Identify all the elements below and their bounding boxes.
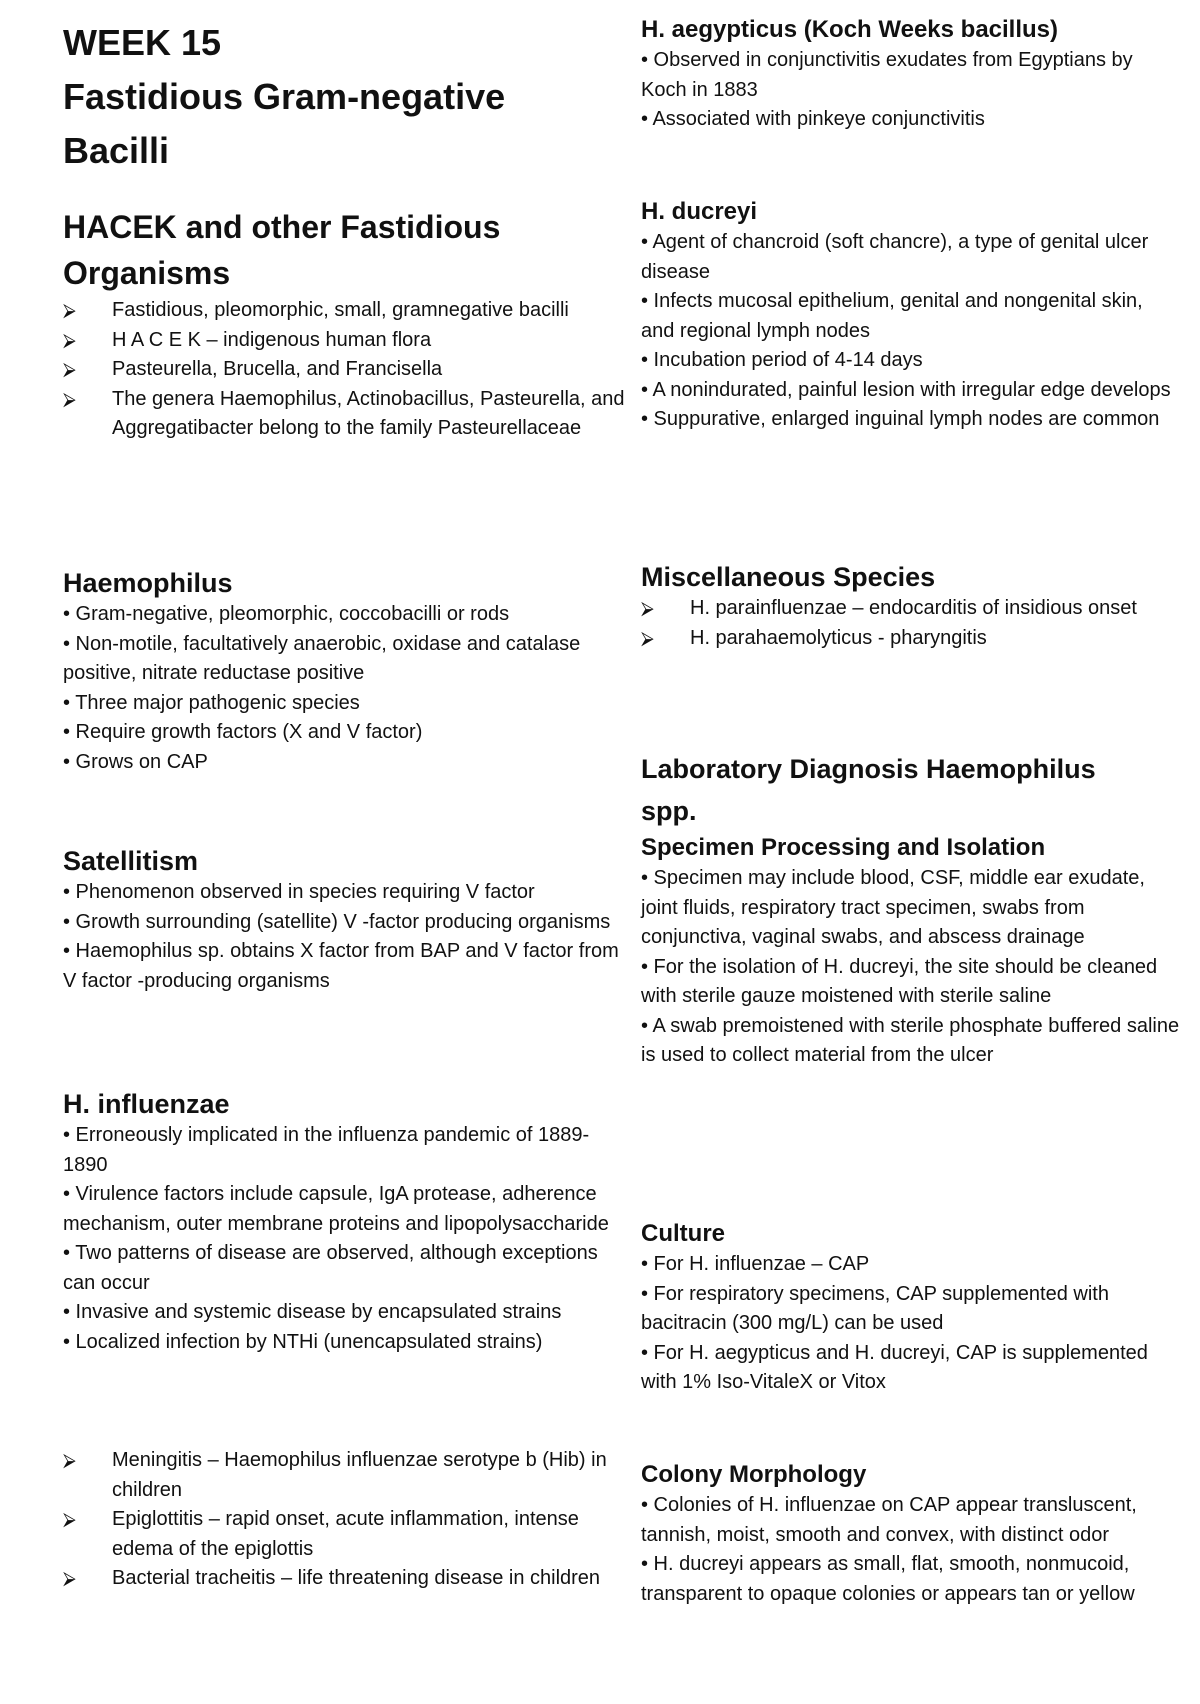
arrow-bullet-icon: ⮚ (63, 1509, 76, 1529)
arrow-bullet-icon: ⮚ (63, 300, 76, 320)
bullet-text: • Two patterns of disease are observed, although exceptions can occur (63, 1242, 598, 1294)
aegypticus-heading: H. aegypticus (Koch Weeks bacillus) (641, 16, 1059, 43)
list-item: ⮚ The genera Haemophilus, Actinobacillus, Pasteurella, and Aggregatibacter belong to the family Pasteurellaceae (63, 385, 628, 444)
section-colony-morphology (641, 1459, 1181, 1609)
bullet-text: • Colonies of H. influenzae on CAP appear transluscent, tannish, moist, smooth and convex, with distinct odor (641, 1494, 1137, 1546)
misc-list (641, 594, 1181, 653)
bullet-text: • Growth surrounding (satellite) V -factor producing organisms (63, 910, 611, 933)
bullet-text: • For H. aegypticus and H. ducreyi, CAP is supplemented with 1% Iso-VitaleX or Vitox (641, 1341, 1148, 1393)
bullet-text: • Agent of chancroid (soft chancre), a type of genital ulcer disease (641, 231, 1149, 283)
bullet-text: • For H. influenzae – CAP (641, 1253, 870, 1275)
hacek-heading-2: Organisms (63, 255, 231, 291)
aegypticus-bullets (641, 46, 1181, 135)
satellitism-heading: Satellitism (63, 846, 199, 876)
section-diseases (63, 1446, 628, 1594)
list-item: ⮚ H. parahaemolyticus - pharyngitis (641, 624, 1181, 654)
document-title (63, 16, 628, 178)
bullet-text: • Gram-negative, pleomorphic, coccobacilli or rods (63, 603, 510, 625)
bullet-text: • Require growth factors (X and V factor) (63, 721, 423, 743)
bullet-text: • For the isolation of H. ducreyi, the site should be cleaned with sterile gauze moistened with sterile saline (641, 955, 1158, 1007)
bullet-text: • Invasive and systemic disease by encapsulated strains (63, 1301, 562, 1323)
bullet-text: • Suppurative, enlarged inguinal lymph nodes are common (641, 408, 1160, 430)
arrow-bullet-icon: ⮚ (63, 359, 76, 379)
section-culture (641, 1218, 1181, 1398)
section-haemophilus (63, 566, 628, 777)
bullet-text: • Phenomenon observed in species requiring V factor (63, 881, 535, 903)
list-item: ⮚ Bacterial tracheitis – life threatening disease in children (63, 1564, 628, 1594)
diseases-list (63, 1446, 628, 1594)
culture-heading: Culture (641, 1220, 725, 1247)
bullet-text: • Observed in conjunctivitis exudates from Egyptians by Koch in 1883 (641, 49, 1133, 101)
haemophilus-heading: Haemophilus (63, 568, 233, 598)
bullet-text: • Localized infection by NTHi (unencapsulated strains) (63, 1330, 543, 1353)
section-satellitism (63, 844, 628, 996)
bullet-text: • Erroneously implicated in the influenza pandemic of 1889-1890 (63, 1124, 590, 1176)
section-influenzae (63, 1087, 628, 1357)
bullet-text: • Associated with pinkeye conjunctivitis (641, 108, 985, 130)
lab-subheading: Specimen Processing and Isolation (641, 834, 1046, 861)
section-misc (641, 560, 1181, 653)
section-lab-diagnosis (641, 748, 1181, 1071)
section-hacek (63, 204, 628, 444)
list-item: ⮚ Fastidious, pleomorphic, small, gramnegative bacilli (63, 296, 628, 326)
section-ducreyi (641, 196, 1181, 435)
list-item: ⮚ Meningitis – Haemophilus influenzae serotype b (Hib) in children (63, 1446, 628, 1505)
satellitism-bullets (63, 878, 628, 996)
misc-heading: Miscellaneous Species (641, 562, 936, 592)
title-line-2: Bacilli (63, 130, 170, 171)
week-label: WEEK 15 (63, 22, 222, 63)
list-item: ⮚ H. parainfluenzae – endocarditis of insidious onset (641, 594, 1181, 624)
ducreyi-bullets (641, 228, 1181, 435)
lab-heading-2: spp. (641, 796, 697, 826)
hacek-list (63, 296, 628, 444)
arrow-bullet-icon: ⮚ (63, 1568, 76, 1588)
haemophilus-bullets (63, 600, 628, 777)
bullet-text: • For respiratory specimens, CAP supplemented with bacitracin (300 mg/L) can be used (641, 1282, 1109, 1334)
arrow-bullet-icon: ⮚ (63, 1450, 76, 1470)
colony-bullets (641, 1491, 1181, 1609)
bullet-text: • Haemophilus sp. obtains X factor from BAP and V factor from V factor -producing organisms (63, 940, 619, 992)
influenzae-heading: H. influenzae (63, 1089, 230, 1119)
bullet-text: • Virulence factors include capsule, IgA protease, adherence mechanism, outer membrane proteins and lipopolysaccharide (63, 1183, 609, 1235)
bullet-text: • Grows on CAP (63, 750, 208, 773)
hacek-heading-1: HACEK and other Fastidious (63, 209, 501, 245)
bullet-text: • Three major pathogenic species (63, 691, 360, 714)
bullet-text: • Non-motile, facultatively anaerobic, oxidase and catalase positive, nitrate reductase positive (63, 632, 581, 684)
arrow-bullet-icon: ⮚ (641, 598, 654, 618)
section-aegypticus (641, 14, 1181, 135)
arrow-bullet-icon: ⮚ (63, 388, 76, 409)
list-item: ⮚ Pasteurella, Brucella, and Francisella (63, 355, 628, 385)
bullet-text: • Incubation period of 4-14 days (641, 349, 923, 371)
ducreyi-heading: H. ducreyi (641, 198, 758, 225)
list-item: ⮚ H A C E K – indigenous human flora (63, 326, 628, 356)
bullet-text: • A swab premoistened with sterile phosphate buffered saline is used to collect material from the ulcer (641, 1014, 1180, 1066)
bullet-text: • H. ducreyi appears as small, flat, smooth, nonmucoid, transparent to opaque colonies or appears tan or yellow (641, 1553, 1135, 1605)
influenzae-bullets (63, 1121, 628, 1357)
lab-heading-1: Laboratory Diagnosis Haemophilus (641, 754, 1096, 784)
bullet-text: • A nonindurated, painful lesion with irregular edge develops (641, 378, 1171, 401)
bullet-text: • Infects mucosal epithelium, genital and nongenital skin, and regional lymph nodes (641, 290, 1143, 342)
culture-bullets (641, 1250, 1181, 1398)
arrow-bullet-icon: ⮚ (63, 329, 76, 350)
title-line-1: Fastidious Gram-negative (63, 76, 506, 117)
colony-heading: Colony Morphology (641, 1461, 867, 1488)
bullet-text: • Specimen may include blood, CSF, middle ear exudate, joint fluids, respiratory tract specimen, swabs from conjunctiva, vaginal swabs, and abscess drainage (641, 867, 1145, 948)
arrow-bullet-icon: ⮚ (641, 627, 654, 648)
lab-bullets (641, 864, 1181, 1071)
list-item: ⮚ Epiglottitis – rapid onset, acute inflammation, intense edema of the epiglottis (63, 1505, 628, 1564)
